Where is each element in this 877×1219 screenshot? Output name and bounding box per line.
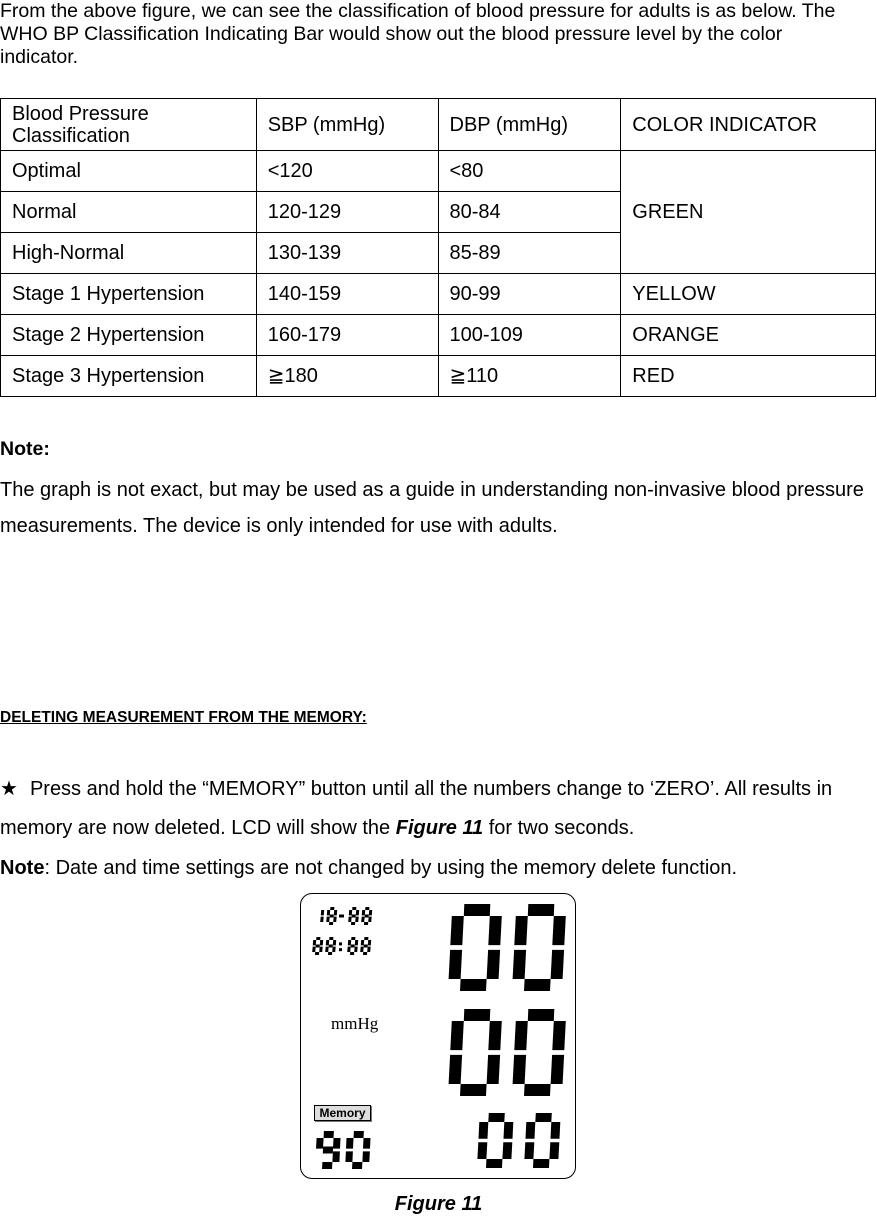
cell-dbp: <80 bbox=[438, 151, 621, 192]
header-sbp: SBP (mmHg) bbox=[256, 99, 438, 151]
cell-color: ORANGE bbox=[621, 315, 876, 356]
lcd-segment bbox=[320, 940, 323, 945]
lcd-time-digits bbox=[312, 937, 371, 955]
bp-classification-table bbox=[0, 98, 876, 397]
table-header-row bbox=[1, 99, 876, 151]
cell-classification: Optimal bbox=[1, 151, 257, 192]
lcd-segment bbox=[449, 1055, 463, 1084]
lcd-date-digits bbox=[320, 907, 372, 925]
cell-dbp: 90-99 bbox=[438, 274, 621, 315]
header-dbp: DBP (mmHg) bbox=[438, 99, 621, 151]
lcd-segment bbox=[352, 907, 356, 910]
cell-dbp: 80-84 bbox=[438, 192, 621, 233]
lcd-segment bbox=[365, 915, 369, 918]
lcd-segment bbox=[364, 922, 368, 925]
lcd-segment bbox=[552, 916, 566, 945]
lcd-segment bbox=[349, 910, 352, 915]
lcd-systolic-digits bbox=[449, 904, 566, 991]
lcd-segment bbox=[514, 916, 528, 945]
cell-classification: Normal bbox=[1, 192, 257, 233]
lcd-segment bbox=[347, 947, 351, 952]
instruction-text: Press and hold the “MEMORY” button until all the numbers change to ‘ZERO’. All results in memory are now deleted. LCD will show the bbox=[0, 778, 833, 839]
lcd-segment bbox=[334, 910, 337, 915]
instruction-text-end: for two seconds. bbox=[483, 817, 635, 839]
table-row bbox=[1, 151, 876, 192]
cell-sbp: <120 bbox=[256, 151, 438, 192]
lcd-segment bbox=[352, 915, 356, 918]
lcd-segment bbox=[362, 910, 365, 915]
note-body: The graph is not exact, but may be used as a guide in understanding non-invasive blood pressure measurements. The device is only intended for use with adults. bbox=[0, 479, 864, 537]
lcd-segment bbox=[332, 1151, 340, 1162]
lcd-colon bbox=[339, 948, 342, 951]
lcd-segment bbox=[513, 950, 527, 979]
lcd-segment bbox=[361, 917, 365, 922]
lcd-segment bbox=[450, 1021, 464, 1050]
lcd-segment bbox=[363, 1138, 371, 1149]
lcd-segment bbox=[345, 1151, 353, 1162]
cell-sbp: 130-139 bbox=[256, 233, 438, 274]
cell-sbp: 160-179 bbox=[256, 315, 438, 356]
header-classification: Blood Pressure Classification bbox=[1, 99, 257, 151]
lcd-segment bbox=[479, 1122, 489, 1139]
lcd-segment bbox=[329, 922, 333, 925]
lcd-segment bbox=[551, 950, 565, 979]
lcd-segment bbox=[502, 1142, 512, 1159]
lcd-segment bbox=[333, 1138, 341, 1149]
cell-classification: High-Normal bbox=[1, 233, 257, 274]
lcd-segment bbox=[330, 915, 334, 918]
lcd-dash bbox=[339, 915, 344, 918]
lcd-segment bbox=[365, 907, 369, 910]
lcd-segment bbox=[504, 1122, 514, 1139]
lcd-segment bbox=[333, 940, 336, 945]
table-row bbox=[1, 315, 876, 356]
lcd-segment bbox=[450, 916, 464, 945]
lcd-segment bbox=[487, 950, 501, 979]
memory-note-text: : Date and time settings are not changed by using the memory delete function. bbox=[44, 857, 738, 879]
lcd-segment bbox=[329, 937, 333, 940]
lcd-memory-badge: Memory bbox=[314, 1105, 371, 1121]
lcd-segment bbox=[316, 937, 320, 940]
lcd-segment bbox=[324, 1131, 334, 1138]
lcd-segment bbox=[326, 917, 330, 922]
lcd-segment bbox=[488, 916, 502, 945]
section-heading: DELETING MEASUREMENT FROM THE MEMORY: bbox=[0, 709, 367, 726]
lcd-segment bbox=[354, 947, 358, 952]
lcd-segment bbox=[360, 947, 364, 952]
lcd-segment bbox=[486, 1159, 502, 1168]
lcd-segment bbox=[319, 947, 323, 952]
lcd-segment bbox=[364, 937, 368, 940]
lcd-segment bbox=[477, 1142, 487, 1159]
lcd-segment bbox=[348, 940, 351, 945]
lcd-segment bbox=[533, 1159, 549, 1168]
lcd-memory-number-digits bbox=[316, 1131, 371, 1169]
lcd-segment bbox=[351, 937, 355, 940]
intro-paragraph: From the above figure, we can see the classification of blood pressure for adults is as below. The WHO BP Classification Indicating Bar would show out the blood pressure level by the color indicator. bbox=[0, 0, 836, 68]
star-icon: ★ bbox=[0, 778, 18, 800]
lcd-segment bbox=[330, 907, 334, 910]
cell-color: RED bbox=[621, 356, 876, 397]
lcd-segment bbox=[352, 1162, 362, 1169]
lcd-segment bbox=[513, 1055, 527, 1084]
lcd-segment bbox=[355, 940, 358, 945]
lcd-segment bbox=[514, 1021, 528, 1050]
lcd-colon bbox=[339, 942, 342, 945]
lcd-segment bbox=[524, 979, 551, 991]
lcd-segment bbox=[368, 940, 371, 945]
cell-color: YELLOW bbox=[621, 274, 876, 315]
lcd-segment bbox=[321, 910, 324, 915]
lcd-segment bbox=[323, 1147, 333, 1154]
lcd-segment bbox=[460, 1084, 487, 1096]
lcd-segment bbox=[362, 1151, 370, 1162]
lcd-segment bbox=[346, 1138, 354, 1149]
lcd-segment bbox=[315, 952, 319, 955]
cell-classification: Stage 2 Hypertension bbox=[1, 315, 257, 356]
cell-sbp: ≧180 bbox=[256, 356, 438, 397]
lcd-segment bbox=[322, 1162, 332, 1169]
lcd-segment bbox=[351, 945, 355, 948]
lcd-unit-label: mmHg bbox=[331, 1014, 379, 1033]
lcd-segment bbox=[364, 945, 368, 948]
lcd-segment bbox=[354, 1131, 364, 1138]
lcd-segment bbox=[368, 917, 372, 922]
memory-note-label: Note bbox=[0, 857, 45, 879]
lcd-segment bbox=[464, 1009, 491, 1021]
lcd-segment bbox=[449, 950, 463, 979]
lcd-display bbox=[300, 893, 576, 1179]
note-title: Note: bbox=[0, 438, 50, 460]
cell-classification: Stage 1 Hypertension bbox=[1, 274, 257, 315]
table-row bbox=[1, 274, 876, 315]
figure-caption: Figure 11 bbox=[394, 1193, 483, 1215]
lcd-segment bbox=[487, 1055, 501, 1084]
lcd-segment bbox=[316, 1138, 324, 1149]
lcd-segment bbox=[552, 1021, 566, 1050]
lcd-segment bbox=[367, 947, 371, 952]
cell-color-green: GREEN bbox=[621, 151, 876, 274]
lcd-segment bbox=[369, 910, 372, 915]
lcd-segment bbox=[325, 947, 329, 952]
lcd-segment bbox=[316, 945, 320, 948]
lcd-segment bbox=[549, 1142, 559, 1159]
cell-dbp: 100-109 bbox=[438, 315, 621, 356]
lcd-segment bbox=[351, 922, 355, 925]
lcd-segment bbox=[488, 1021, 502, 1050]
figure-reference: Figure 11 bbox=[395, 817, 484, 839]
cell-classification: Stage 3 Hypertension bbox=[1, 356, 257, 397]
lcd-segment bbox=[551, 1055, 565, 1084]
lcd-segment bbox=[313, 940, 316, 945]
header-color-indicator: COLOR INDICATOR bbox=[621, 99, 876, 151]
table-row bbox=[1, 356, 876, 397]
lcd-segment bbox=[551, 1122, 561, 1139]
lcd-segments bbox=[301, 894, 577, 1180]
lcd-segment bbox=[524, 1142, 534, 1159]
memory-note bbox=[0, 853, 737, 883]
lcd-segment bbox=[328, 952, 332, 955]
instruction-paragraph bbox=[0, 770, 876, 848]
lcd-segment bbox=[327, 910, 330, 915]
lcd-segment bbox=[488, 1113, 505, 1122]
lcd-segment bbox=[329, 945, 333, 948]
cell-dbp: ≧110 bbox=[438, 356, 621, 397]
lcd-segment bbox=[528, 904, 555, 916]
lcd-segment bbox=[355, 917, 359, 922]
lcd-segment bbox=[348, 917, 352, 922]
lcd-segment bbox=[350, 952, 354, 955]
lcd-diastolic-digits bbox=[449, 1009, 566, 1096]
lcd-segment bbox=[524, 1084, 551, 1096]
lcd-segment bbox=[361, 940, 364, 945]
cell-dbp: 85-89 bbox=[438, 233, 621, 274]
lcd-segment bbox=[332, 947, 336, 952]
lcd-segment bbox=[320, 917, 324, 922]
lcd-segment bbox=[535, 1113, 552, 1122]
cell-sbp: 140-159 bbox=[256, 274, 438, 315]
lcd-segment bbox=[526, 1122, 536, 1139]
lcd-segment bbox=[464, 904, 491, 916]
lcd-segment bbox=[460, 979, 487, 991]
cell-sbp: 120-129 bbox=[256, 192, 438, 233]
lcd-segment bbox=[333, 917, 337, 922]
lcd-segment bbox=[326, 940, 329, 945]
lcd-segment bbox=[356, 910, 359, 915]
lcd-segment bbox=[363, 952, 367, 955]
lcd-segment bbox=[312, 947, 316, 952]
lcd-segment bbox=[528, 1009, 555, 1021]
lcd-pulse-digits bbox=[477, 1113, 560, 1168]
